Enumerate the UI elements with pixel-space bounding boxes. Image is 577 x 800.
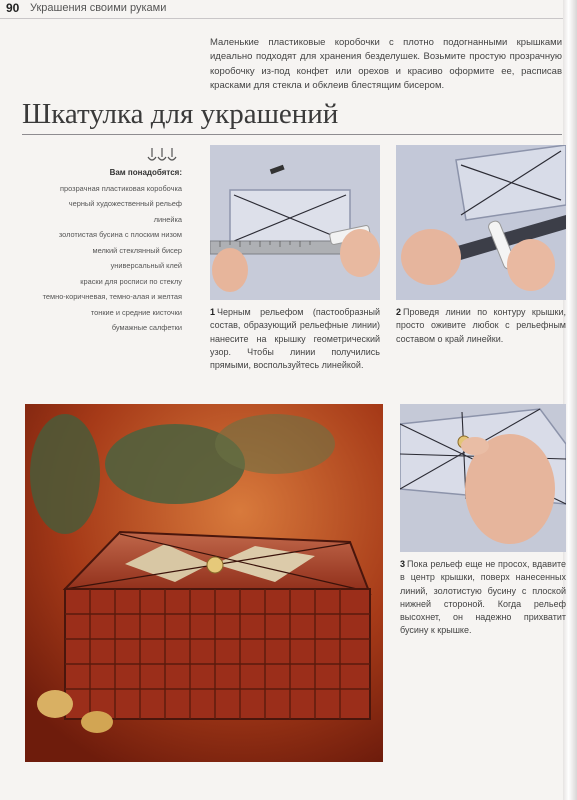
material-item: мелкий стеклянный бисер bbox=[92, 245, 182, 255]
material-item: тонкие и средние кисточки bbox=[90, 307, 182, 317]
step-2-photo bbox=[396, 145, 566, 300]
step-1-text bbox=[210, 306, 380, 372]
step-2-text bbox=[396, 306, 566, 346]
page-header bbox=[0, 0, 577, 19]
step-description: Пока рельеф еще не просох, вдавите в центр крышки, поверх нанесенных линий, золотистую бусину с плоской нижней стороной. Когда рельеф высохнет, он надежно прихватит бусину к крышке. bbox=[400, 559, 566, 636]
material-item: краски для росписи по стеклу bbox=[80, 276, 182, 286]
title-rule bbox=[22, 134, 562, 135]
step-description: Проведя линии по контуру крышки, просто оживите любок с рельефным составом о край линейки. bbox=[396, 307, 566, 344]
material-item: бумажные салфетки bbox=[111, 323, 182, 332]
material-item: темно-коричневая, темно-алая и желтая bbox=[42, 292, 182, 301]
step-3-text bbox=[400, 558, 566, 638]
page-edge bbox=[563, 0, 577, 800]
materials-list bbox=[24, 148, 182, 336]
step-number: 2 bbox=[396, 307, 402, 317]
material-item: линейка bbox=[153, 214, 182, 224]
step-1-photo bbox=[210, 145, 380, 300]
step-number: 3 bbox=[400, 559, 406, 569]
step-number: 1 bbox=[210, 307, 216, 317]
page-title: Шкатулка для украшений bbox=[22, 98, 339, 130]
step-3-photo bbox=[400, 404, 566, 552]
step-description: Черным рельефом (пастообразный состав, образующий рельефные линии) нанесите на крышку геометрический узор. Чтобы линии получились прямыми, воспользуйтесь линейкой. bbox=[210, 307, 380, 371]
finished-box-photo bbox=[25, 404, 383, 762]
materials-heading: Вам понадобятся: bbox=[109, 168, 182, 177]
section-title: Украшения своими руками bbox=[30, 2, 167, 14]
intro-paragraph: Маленькие пластиковые коробочки с плотно подогнанными крышками идеально подходят для хранения безделушек. Возьмите простую прозрачную коробочку из-под конфет или орехов и красиво оформите ее, расписав красками для стекла и обклеив блестящим бисером. bbox=[210, 36, 562, 91]
paintbrush-icon bbox=[24, 148, 182, 164]
material-item: золотистая бусина с плоским низом bbox=[58, 230, 182, 239]
material-item: черный художественный рельеф bbox=[68, 199, 182, 208]
material-item: прозрачная пластиковая коробочка bbox=[60, 183, 182, 193]
page-number: 90 bbox=[6, 1, 20, 15]
material-item: универсальный клей bbox=[110, 261, 182, 270]
